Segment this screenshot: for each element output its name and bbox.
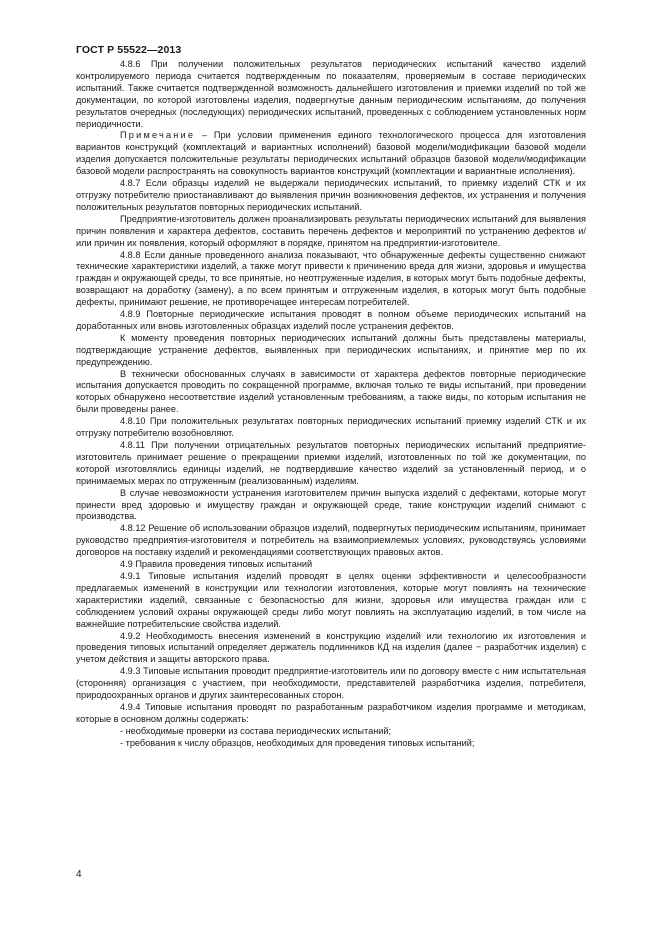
paragraph: К моменту проведения повторных периодических испытаний должны быть представлены материалы, подтверждающие устранение дефектов, выявленных при периодических испытаниях, и принятие мер по их предупреждению.: [76, 332, 586, 367]
section-heading-4-9: 4.9 Правила проведения типовых испытаний: [120, 559, 313, 570]
paragraph: В технически обоснованных случаях в зависимости от характера дефектов повторные периодические испытания допускается проводить по сокращенной программе, включая только те виды испытаний, при проведении которых обнаружено несоответствие изделий установленным требованиям, а также виды, по которым испытания не были проведены ранее.: [76, 368, 586, 415]
paragraph-4-9-1: 4.9.1 Типовые испытания изделий проводят в целях оценки эффективности и целесообразности предлагаемых изменений в конструкции или технологии изготовления, которые могут повлиять на технические характеристики изделий, связанные с безопасностью для жизни, здоровья или имущества граждан или с соблюдением условий охраны окружающей среды либо могут повлиять на эксплуатацию изделий, в том числе на важнейшие потребительские свойства изделий.: [76, 570, 586, 629]
paragraph-4-8-6: 4.8.6 При получении положительных результатов периодических испытаний качество изделий контролируемого периода считается подтвержденным по показателям, проверяемым в составе периодических испытаний. Также считается подтвержденной возможность дальнейшего изготовления и приемки изделий по той же документации, по которой изготовлены изделия, подвергнутые данным периодическим испытаниям, до получения результатов очередных (последующих) периодических испытаний, проведенных с соблюдением установленных норм периодичности.: [76, 59, 586, 129]
note-text: – При условии применения единого технологического процесса для изготовления вариантов конструкций (комплектаций и вариантных исполнений) базовой модели/модификации базовой модели изделия допускается положительные результаты периодических испытаний образцов базовой модели/модификации базовой модели распространять на совокупность вариантов конструкций (комплектации и вариантные исполнения).: [76, 130, 586, 177]
note: [76, 130, 586, 178]
paragraph-4-8-11: 4.8.11 При получении отрицательных результатов повторных периодических испытаний предприятие-изготовитель принимает решение о прекращении приемки изделий, изготовленных по той же документации, по которой изготовлялись единицы изделий, не подтвердившие качество изделий за установленный период, и о принимаемых мерах по отгруженным (реализованным) изделиям.: [76, 440, 586, 486]
paragraph-4-9-3: 4.9.3 Типовые испытания проводит предприятие-изготовитель или по договору вместе с ним испытательная (сторонняя) организация с участием, при необходимости, представителей разработчика изделия, потребителя, природоохранных органов и других заинтересованных сторон.: [76, 666, 586, 701]
list-item: - необходимые проверки из состава периодических испытаний;: [120, 725, 392, 736]
document-header: ГОСТ Р 55522—2013: [76, 44, 182, 56]
paragraph-4-8-7: 4.8.7 Если образцы изделий не выдержали периодических испытаний, то приемку изделий СТК и их отгрузку потребителю приостанавливают до выявления причин возникновения дефектов, их устранения и получения положительных результатов повторных периодических испытаний.: [76, 178, 586, 212]
paragraph-4-9-2: 4.9.2 Необходимость внесения изменений в конструкцию изделий или технологию их изготовления и проведения типовых испытаний определяет держатель подлинников КД на изделия (далее − разработчик изделия) с учетом действия и защиты авторского права.: [76, 630, 586, 665]
paragraph: В случае невозможности устранения изготовителем причин выпуска изделий с дефектами, которые могут принести вред здоровью и имуществу граждан и окружающей среде, такие конструкции изделий снимают с производства.: [76, 487, 586, 522]
list-item: - требования к числу образцов, необходимых для проведения типовых испытаний;: [120, 737, 475, 748]
paragraph-4-8-9: 4.8.9 Повторные периодические испытания проводят в полном объеме периодических испытаний на доработанных или вновь изготовленных образцах изделий после устранения дефектов.: [76, 309, 586, 331]
paragraph-4-9-4: 4.9.4 Типовые испытания проводят по разработанным разработчиком изделия программе и методикам, которые в основном должны содержать:: [76, 701, 586, 724]
paragraph-4-8-10: 4.8.10 При положительных результатах повторных периодических испытаний приемку изделий СТК и их отгрузку потребителю возобновляют.: [76, 416, 586, 439]
paragraph-4-8-8: 4.8.8 Если данные проведенного анализа показывают, что обнаруженные дефекты существенно снижают технические характеристики изделий, а также могут привести к причинению вреда для жизни, здоровья и имущества граждан и окружающей среды, то все принятые, но неотгруженные изделия, в которых могут быть подобные дефекты, возвращают на доработку (замену), а по всем принятым и отгруженным изделия, в которых могут быть подобные дефекты, принимают решение, не противоречащее интересам потребителей.: [76, 249, 586, 308]
page-number: 4: [76, 869, 82, 880]
paragraph: Предприятие-изготовитель должен проанализировать результаты периодических испытаний для выявления причин появления и характера дефектов, составить перечень дефектов и мероприятий по устранению дефектов и/или причин их появления, который оформляют в порядке, принятом на предприятии-изготовителе.: [76, 213, 586, 248]
document-body: [76, 59, 586, 750]
note-label: Примечание: [120, 130, 196, 141]
paragraph-4-8-12: 4.8.12 Решение об использовании образцов изделий, подвергнутых периодическим испытаниям, принимает руководство предприятия-изготовителя и потребитель на взаимоприемлемых условиях, руководствуясь условиями договоров на поставку изделий и рекомендациями соответствующих правовых актов.: [76, 523, 586, 558]
